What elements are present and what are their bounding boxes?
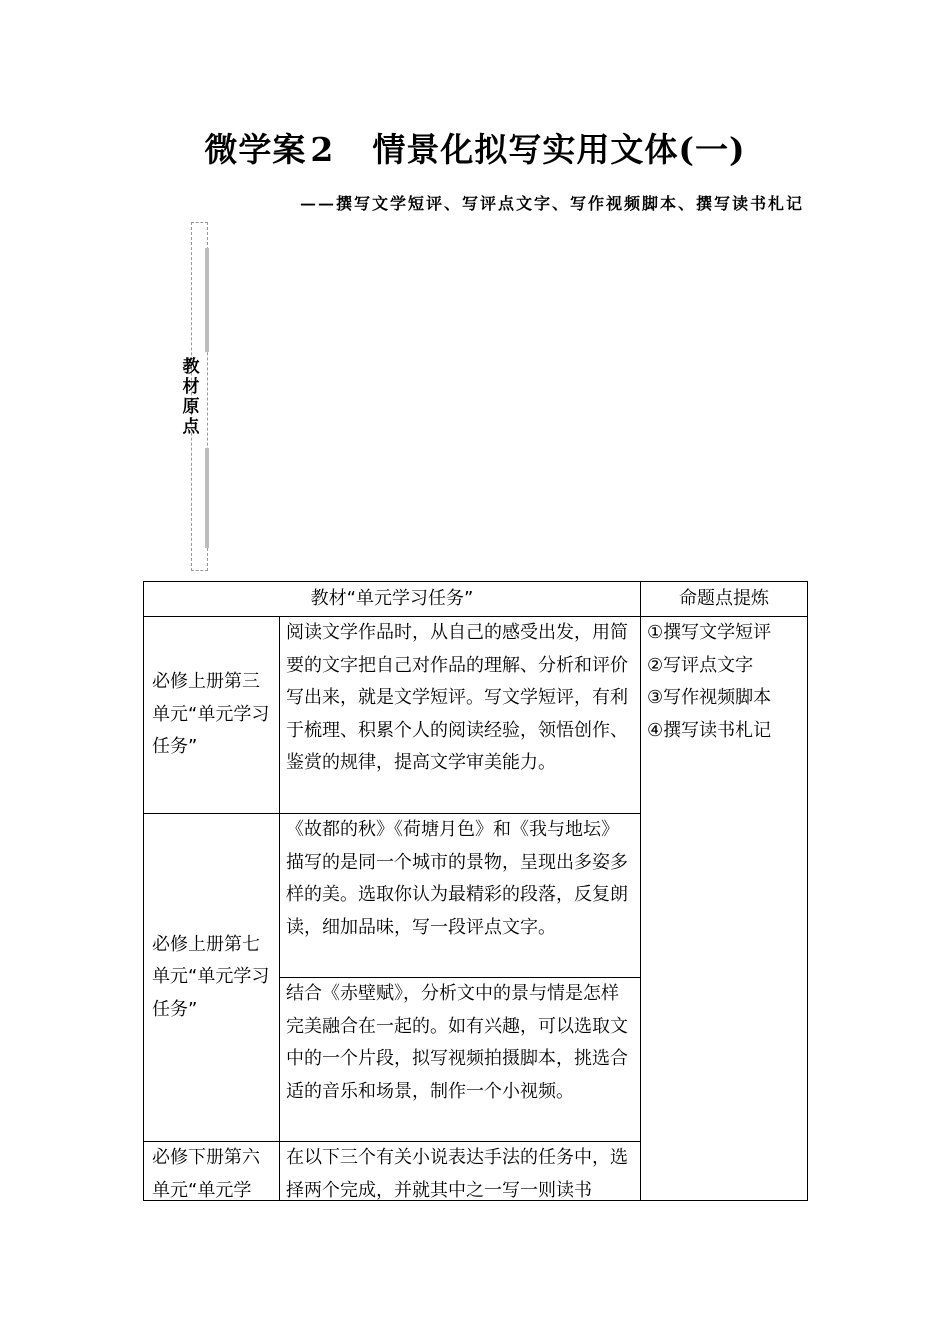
unit-cell bbox=[144, 1142, 280, 1201]
points-cell bbox=[641, 617, 808, 1201]
table-header-row bbox=[144, 582, 808, 617]
point-item: ②写评点文字 bbox=[647, 654, 754, 676]
header-cell-points: 命题点提炼 bbox=[641, 582, 808, 617]
side-tab-bar-top bbox=[205, 248, 209, 352]
point-item: ③写作视频脚本 bbox=[647, 687, 772, 708]
title-topic: 情景化拟写实用文体(一) bbox=[372, 130, 746, 169]
point-item: ①撰写文学短评 bbox=[647, 622, 772, 643]
unit-cell: 必修上册第三单元“单元学习任务” bbox=[144, 617, 280, 814]
side-tab-label bbox=[176, 357, 206, 437]
page-title bbox=[0, 124, 950, 171]
side-tab-bar-bottom bbox=[205, 448, 209, 548]
header-cell-tasks: 教材“单元学习任务” bbox=[144, 582, 641, 617]
side-label-char: 点 bbox=[182, 417, 200, 437]
page-subtitle: ——撰写文学短评、写评点文字、写作视频脚本、撰写读书札记 bbox=[299, 194, 804, 213]
task-table bbox=[143, 581, 808, 1201]
side-label-char: 原 bbox=[182, 397, 200, 417]
task-cell: 阅读文学作品时，从自己的感受出发，用简要的文字把自己对作品的理解、分析和评价写出来，就是文学短评。写文学短评，有利于梳理、积累个人的阅读经验，领悟创作、鉴赏的规律，提高文学审美能力。 bbox=[280, 617, 641, 814]
table-row bbox=[144, 617, 808, 814]
task-cell-text: 在以下三个有关小说表达手法的任务中，选择两个完成，并就其中之一写一则读书 bbox=[286, 1147, 628, 1200]
unit-cell-text: 必修下册第六单元“单元学 bbox=[152, 1147, 260, 1200]
side-label-char: 教 bbox=[182, 357, 200, 377]
task-cell: 《故都的秋》《荷塘月色》和《我与地坛》描写的是同一个城市的景物，呈现出多姿多样的美。选取你认为最精彩的段落，反复朗读，细加品味，写一段评点文字。 bbox=[280, 814, 641, 978]
title-main: 微学案 bbox=[204, 130, 307, 169]
task-cell: 结合《赤壁赋》，分析文中的景与情是怎样完美融合在一起的。如有兴趣，可以选取文中的一个片段，拟写视频拍摄脚本，挑选合适的音乐和场景，制作一个小视频。 bbox=[280, 978, 641, 1142]
point-item: ④撰写读书札记 bbox=[647, 719, 772, 741]
title-number: 2 bbox=[310, 130, 335, 169]
task-cell bbox=[280, 1142, 641, 1201]
unit-cell: 必修上册第七单元“单元学习任务” bbox=[144, 814, 280, 1142]
side-label-char: 材 bbox=[182, 377, 200, 397]
